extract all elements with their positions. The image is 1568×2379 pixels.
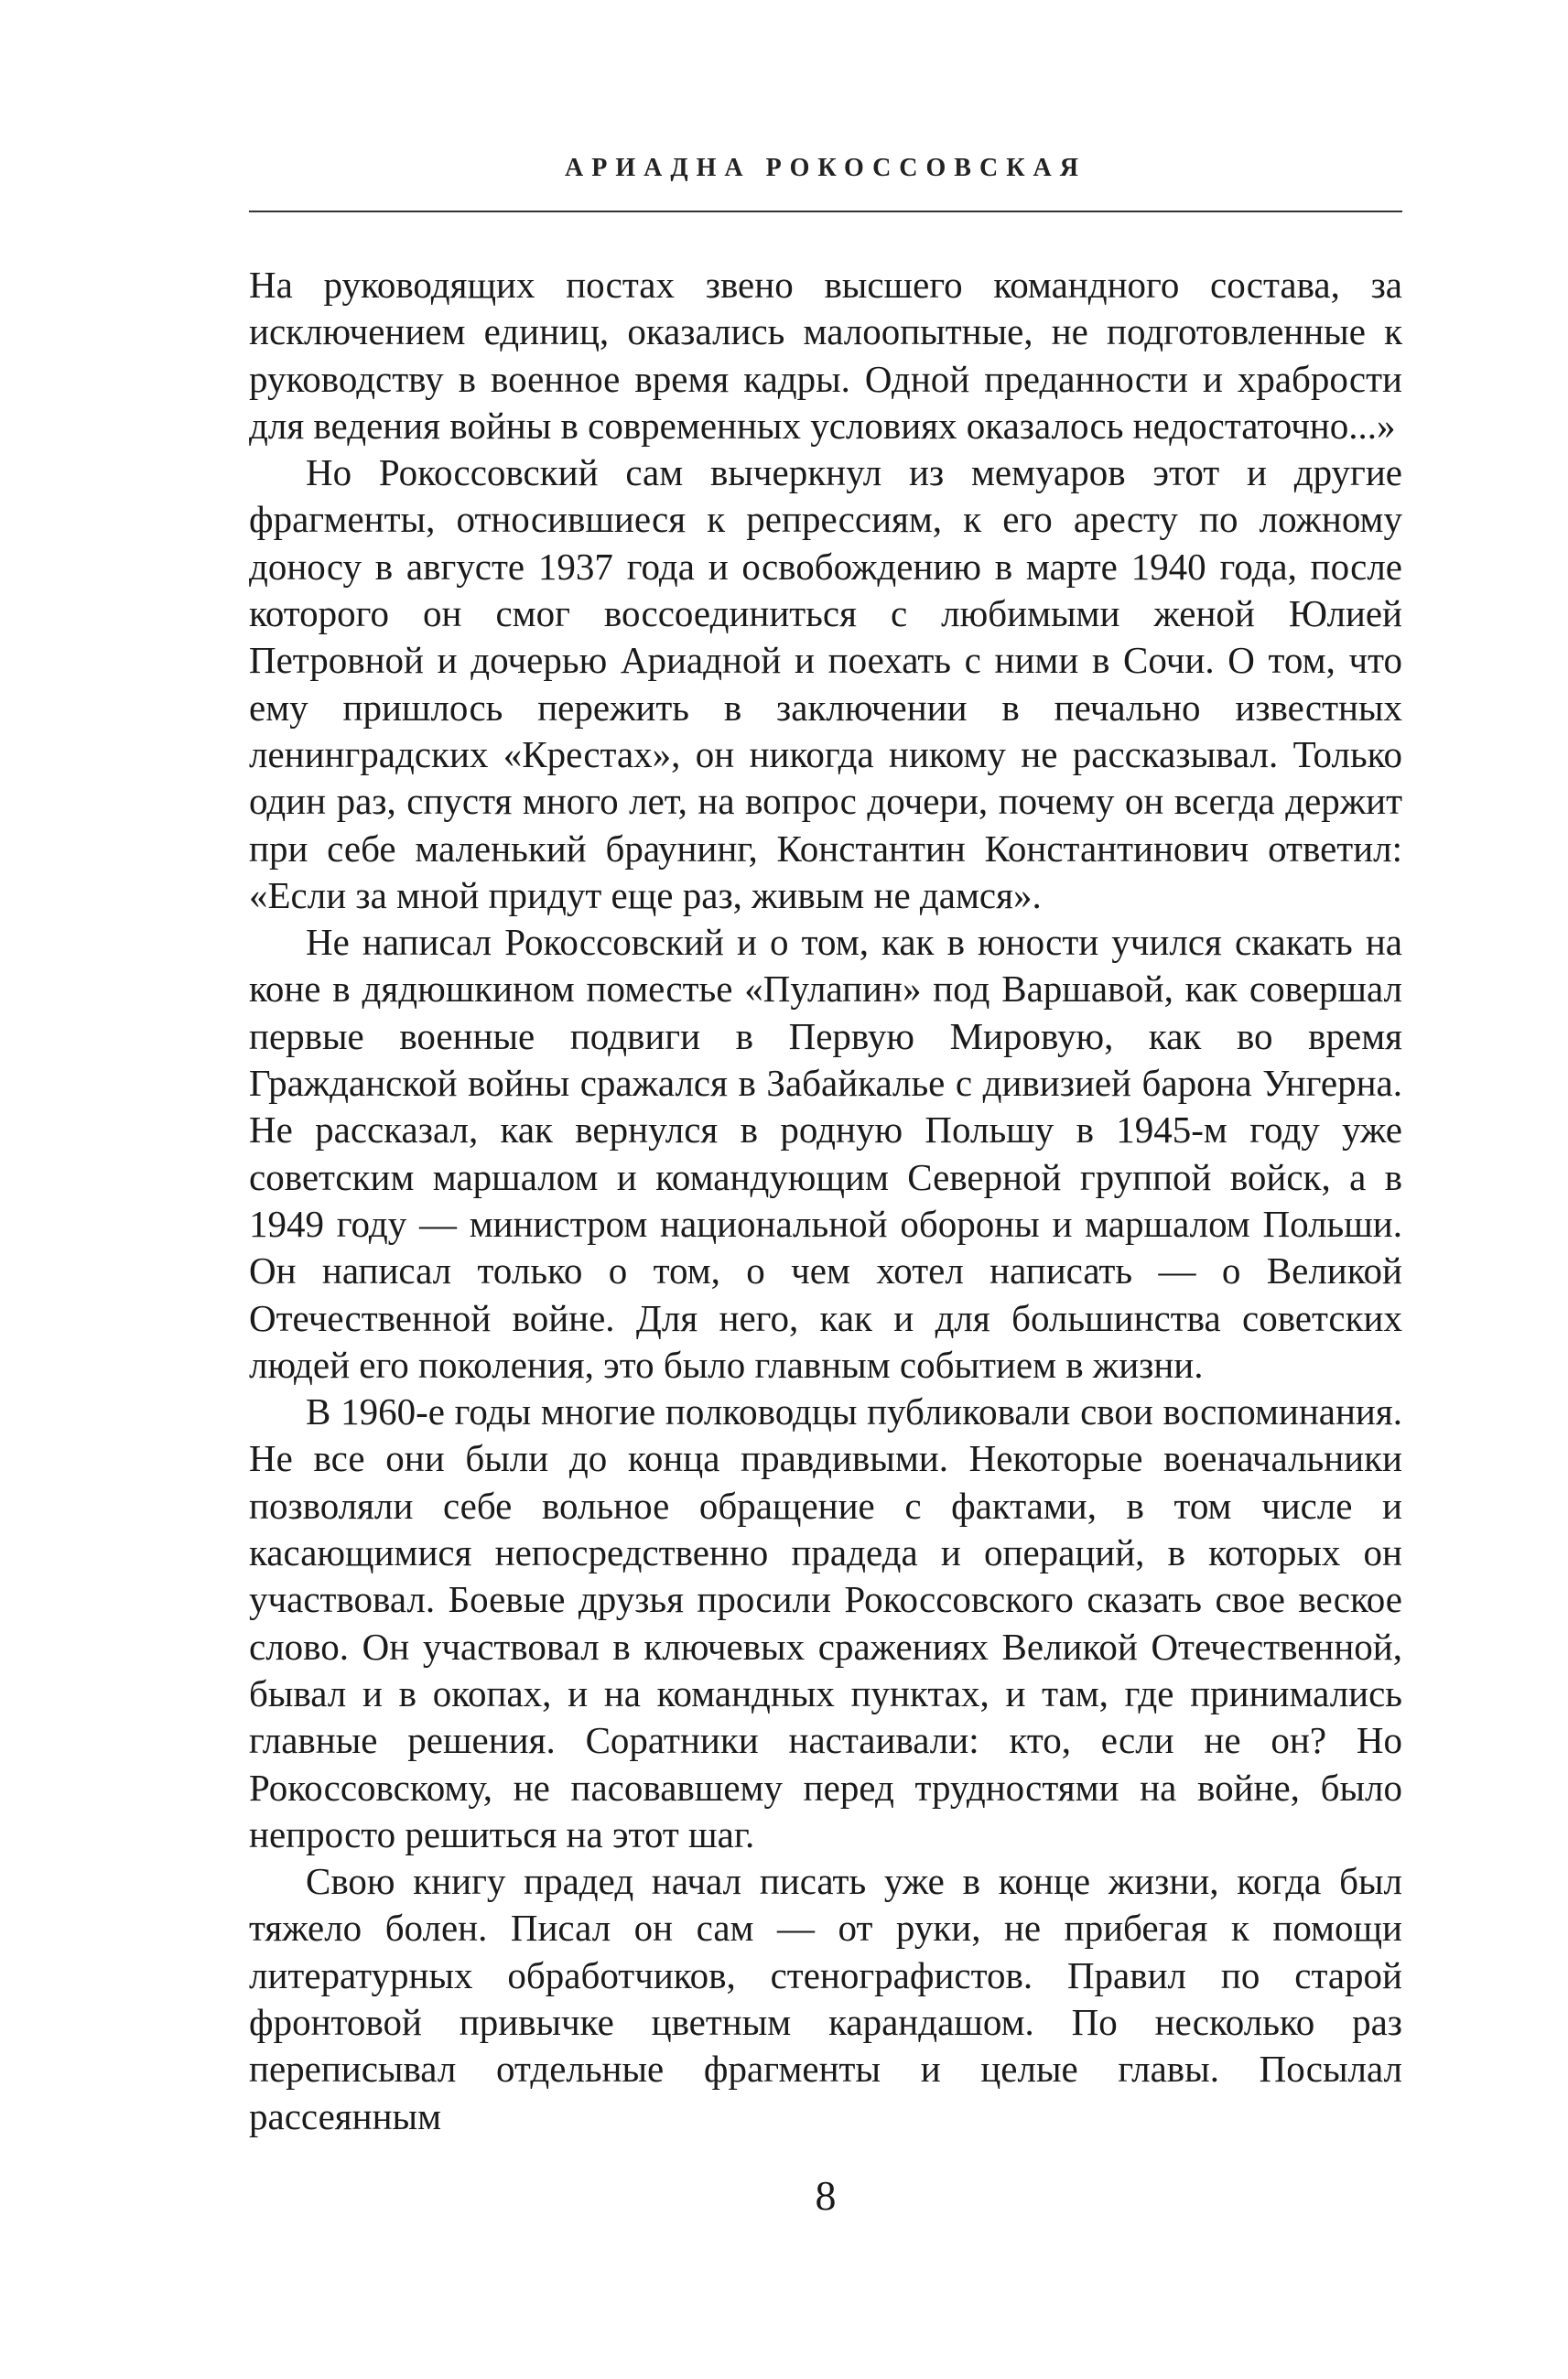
header-rule — [249, 211, 1402, 212]
paragraph: На руководящих постах звено высшего командного состава, за исключением единиц, оказались малоопытные, не подготовленные к руководству в военное время кадры. Одной преданности и храбрости для ведения войны в современных условиях оказалось недостаточно...» — [249, 264, 1402, 447]
paragraph: Не написал Рокоссовский и о том, как в юности учился скакать на коне в дядюшкином поместье «Пулапин» под Варшавой, как совершал первые военные подвиги в Первую Мировую, как во время Гражданской войны сражался в Забайкалье с дивизией барона Унгерна. Не рассказал, как вернулся в родную Польшу в 1945-м году уже советским маршалом и командующим Северной группой войск, а в 1949 году — министром национальной обороны и маршалом Польши. Он написал только о том, о чем хотел написать — о Великой Отечественной войне. Для него, как и для большинства советских людей его поколения, это было главным событием в жизни. — [249, 921, 1402, 1386]
paragraph: В 1960-е годы многие полководцы публиковали свои воспоминания. Не все они были до конца правдивыми. Некоторые военачальники позволяли себе вольное обращение с фактами, в том числе и касающимися непосредственно прадеда и операций, в которых он участвовал. Боевые друзья просили Рокоссовского сказать свое веское слово. Он участвовал в ключевых сражениях Великой Отечественной, бывал и в окопах, и на командных пунктах, и там, где принимались главные решения. Соратники настаивали: кто, если не он? Но Рокоссовскому, не пасовавшему перед трудностями на войне, было непросто решиться на этот шаг. — [249, 1390, 1402, 1855]
paragraph: Но Рокоссовский сам вычеркнул из мемуаров этот и другие фрагменты, относившиеся к репрессиям, к его аресту по ложному доносу в августе 1937 года и освобождению в марте 1940 года, после которого он смог воссоединиться с любимыми женой Юлией Петровной и дочерью Ариадной и поехать с ними в Сочи. О том, что ему пришлось пережить в заключении в печально известных ленинградских «Крестах», он никогда никому не рассказывал. Только один раз, спустя много лет, на вопрос дочери, почему он всегда держит при себе маленький браунинг, Константин Константинович ответил: «Если за мной придут еще раз, живым не дамся». — [249, 451, 1402, 916]
body-text — [249, 262, 1402, 2140]
running-head: АРИАДНА РОКОССОВСКАЯ — [565, 154, 1087, 182]
page-number: 8 — [815, 2172, 837, 2219]
paragraph: Свою книгу прадед начал писать уже в конце жизни, когда был тяжело болен. Писал он сам — от руки, не прибегая к помощи литературных обработчиков, стенографистов. Правил по старой фронтовой привычке цветным карандашом. По несколько раз переписывал отдельные фрагменты и целые главы. Посылал рассеянным — [249, 1860, 1402, 2137]
